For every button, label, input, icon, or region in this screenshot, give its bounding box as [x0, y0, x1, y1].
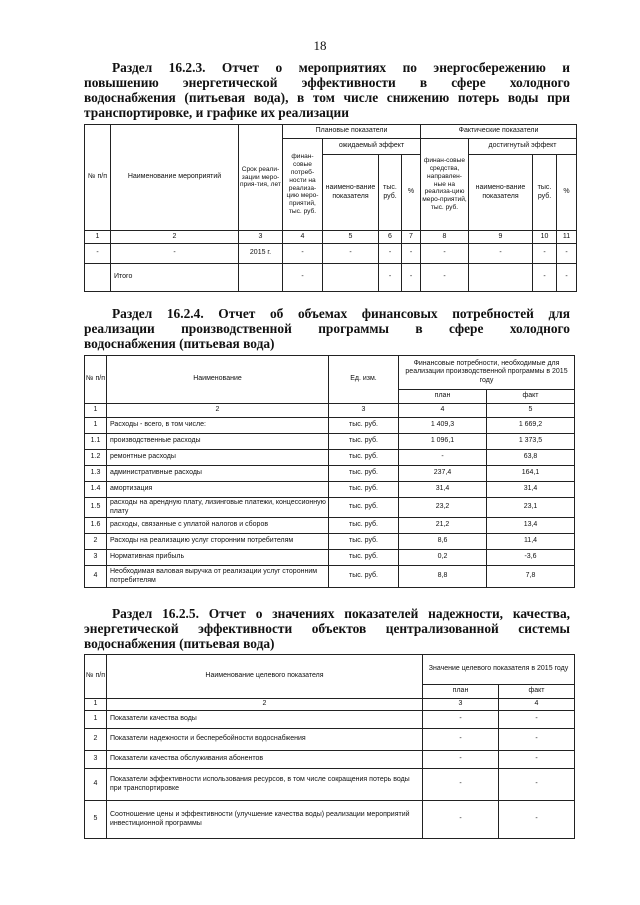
cell: - [499, 801, 575, 839]
header-num: № п/п [85, 356, 107, 404]
header-actual: Фактические показатели [421, 125, 577, 139]
cell: - [423, 751, 499, 769]
cell: тыс. руб. [329, 466, 399, 482]
table-row [85, 498, 575, 518]
header-thous-2: тыс. руб. [533, 155, 557, 231]
header-thous: тыс. руб. [379, 155, 402, 231]
col-number: 3 [423, 699, 499, 711]
col-number: 2 [111, 231, 239, 244]
cell: 31,4 [487, 482, 575, 498]
heading-line: энергетической эффективности объектов централизованной системы [84, 621, 570, 636]
target-indicators-table [84, 654, 575, 839]
cell: - [469, 244, 533, 264]
cell: Показатели качества обслуживания абонентов [107, 751, 423, 769]
col-number: 6 [379, 231, 402, 244]
cell: - [323, 244, 379, 264]
table-row [85, 482, 575, 498]
cell: тыс. руб. [329, 498, 399, 518]
table-row [85, 434, 575, 450]
cell: - [423, 729, 499, 751]
cell: - [499, 711, 575, 729]
cell: - [423, 711, 499, 729]
cell: тыс. руб. [329, 534, 399, 550]
heading-line: Раздел 16.2.4. Отчет об объемах финансовых потребностей для [112, 306, 570, 321]
table-row [85, 550, 575, 566]
cell: Показатели надежности и бесперебойности водоснабжения [107, 729, 423, 751]
heading-line: водоснабжения (питьевая вода), в том числе снижению потерь воды при [84, 90, 570, 105]
cell: - [421, 244, 469, 264]
cell: 2 [85, 729, 107, 751]
heading-line: реализации производственной программы в сфере холодного [84, 321, 570, 336]
header-term: Срок реали-зации меро-прия-тия, лет [239, 125, 283, 231]
header-fin-actual: финан-совые средства, направлен-ные на реализа-цию меро-приятий, тыс. руб. [421, 139, 469, 231]
col-number: 5 [323, 231, 379, 244]
cell: Нормативная прибыль [107, 550, 329, 566]
col-number: 4 [499, 699, 575, 711]
header-eff-name: наимено-вание показателя [323, 155, 379, 231]
table-row [85, 466, 575, 482]
header-plan: план [423, 685, 499, 699]
cell: - [533, 244, 557, 264]
measures-report-table [84, 124, 577, 292]
cell: 3 [85, 550, 107, 566]
table-row [85, 751, 575, 769]
header-name: Наименование [107, 356, 329, 404]
heading-line: водоснабжения (питьевая вода) [84, 336, 275, 351]
cell: расходы на арендную плату, лизинговые платежи, концессионную плату [107, 498, 329, 518]
cell [239, 264, 283, 292]
cell: - [557, 244, 577, 264]
cell: - [283, 244, 323, 264]
table-row [85, 518, 575, 534]
cell: 2015 г. [239, 244, 283, 264]
col-number: 9 [469, 231, 533, 244]
cell: - [499, 751, 575, 769]
cell: - [423, 769, 499, 801]
total-label: Итого [111, 264, 239, 292]
cell: 1.4 [85, 482, 107, 498]
table-row [85, 711, 575, 729]
col-number: 5 [487, 404, 575, 418]
cell [469, 264, 533, 292]
cell: - [557, 264, 577, 292]
cell: Соотношение цены и эффективности (улучшение качества воды) реализации мероприятий инвестиционной программы [107, 801, 423, 839]
cell: - [499, 769, 575, 801]
cell: 1.2 [85, 450, 107, 466]
table-row [85, 729, 575, 751]
header-unit: Ед. изм. [329, 356, 399, 404]
col-number: 1 [85, 231, 111, 244]
cell: 7,8 [487, 566, 575, 588]
table-row [85, 566, 575, 588]
cell: Необходимая валовая выручка от реализации услуг сторонним потребителям [107, 566, 329, 588]
header-num: № п/п [85, 125, 111, 231]
cell: расходы, связанные с уплатой налогов и сборов [107, 518, 329, 534]
col-number: 3 [239, 231, 283, 244]
cell: Показатели эффективности использования ресурсов, в том числе сокращения потерь воды при транспортировке [107, 769, 423, 801]
header-fact: факт [499, 685, 575, 699]
cell: 0,2 [399, 550, 487, 566]
cell: производственные расходы [107, 434, 329, 450]
cell: 5 [85, 801, 107, 839]
cell [85, 264, 111, 292]
cell: - [421, 264, 469, 292]
cell: 13,4 [487, 518, 575, 534]
cell: - [85, 244, 111, 264]
heading-line: повышению энергетической эффективности в сфере холодного [84, 75, 570, 90]
cell: тыс. руб. [329, 418, 399, 434]
cell: тыс. руб. [329, 566, 399, 588]
cell: Показатели качества воды [107, 711, 423, 729]
cell: 31,4 [399, 482, 487, 498]
cell: 1 096,1 [399, 434, 487, 450]
cell: - [379, 264, 402, 292]
cell: 1 669,2 [487, 418, 575, 434]
cell: 2 [85, 534, 107, 550]
cell: тыс. руб. [329, 518, 399, 534]
cell: 164,1 [487, 466, 575, 482]
col-number: 3 [329, 404, 399, 418]
cell: 237,4 [399, 466, 487, 482]
cell: 1 [85, 418, 107, 434]
cell: Расходы - всего, в том числе: [107, 418, 329, 434]
col-number: 10 [533, 231, 557, 244]
header-expected-effect: ожидаемый эффект [323, 139, 421, 155]
section-16-2-3-heading [84, 60, 570, 120]
header-plan: план [399, 390, 487, 404]
cell: 3 [85, 751, 107, 769]
header-fin-plan: финан-совые потреб-ности на реализа-цию меро-приятий, тыс. руб. [283, 139, 323, 231]
cell: - [283, 264, 323, 292]
table-row [85, 418, 575, 434]
section-16-2-4-heading [84, 306, 570, 351]
page-number: 18 [313, 38, 327, 53]
cell: - [533, 264, 557, 292]
cell: 1 409,3 [399, 418, 487, 434]
col-number: 11 [557, 231, 577, 244]
cell: тыс. руб. [329, 482, 399, 498]
cell: - [423, 801, 499, 839]
column-number-row [85, 231, 577, 244]
header-planned: Плановые показатели [283, 125, 421, 139]
col-number: 7 [402, 231, 421, 244]
header-pct: % [402, 155, 421, 231]
table-row [85, 534, 575, 550]
column-number-row [85, 699, 575, 711]
header-pct-2: % [557, 155, 577, 231]
header-name: Наименование мероприятий [111, 125, 239, 231]
header-achieved-effect: достигнутый эффект [469, 139, 577, 155]
cell: 21,2 [399, 518, 487, 534]
cell: - [499, 729, 575, 751]
header-fact: факт [487, 390, 575, 404]
cell: 11,4 [487, 534, 575, 550]
header-eff-name-2: наимено-вание показателя [469, 155, 533, 231]
column-number-row [85, 404, 575, 418]
col-number: 8 [421, 231, 469, 244]
cell [323, 264, 379, 292]
cell: 1.5 [85, 498, 107, 518]
cell: 1.6 [85, 518, 107, 534]
header-num: № п/п [85, 655, 107, 699]
header-fin-needs: Финансовые потребности, необходимые для реализации производственной программы в 2015 году [399, 356, 575, 390]
section-16-2-5-heading [84, 606, 570, 651]
col-number: 1 [85, 699, 107, 711]
table-row [85, 801, 575, 839]
cell: 8,6 [399, 534, 487, 550]
cell: 1 373,5 [487, 434, 575, 450]
cell: - [379, 244, 402, 264]
cell: 1.3 [85, 466, 107, 482]
header-name: Наименование целевого показателя [107, 655, 423, 699]
cell: тыс. руб. [329, 434, 399, 450]
total-row [85, 264, 577, 292]
cell: 4 [85, 769, 107, 801]
cell: 63,8 [487, 450, 575, 466]
heading-line: транспортировке, и графике их реализации [84, 105, 349, 120]
cell: - [402, 264, 421, 292]
heading-line: водоснабжения (питьевая вода) [84, 636, 275, 651]
cell: ремонтные расходы [107, 450, 329, 466]
cell: тыс. руб. [329, 550, 399, 566]
cell: - [111, 244, 239, 264]
cell: тыс. руб. [329, 450, 399, 466]
table-row [85, 769, 575, 801]
col-number: 2 [107, 404, 329, 418]
col-number: 1 [85, 404, 107, 418]
heading-line: Раздел 16.2.5. Отчет о значениях показателей надежности, качества, [112, 606, 570, 621]
financial-needs-table [84, 355, 575, 588]
col-number: 2 [107, 699, 423, 711]
cell: амортизация [107, 482, 329, 498]
heading-line: Раздел 16.2.3. Отчет о мероприятиях по энергосбережению и [112, 60, 570, 75]
cell: Расходы на реализацию услуг сторонним потребителям [107, 534, 329, 550]
table-row [85, 450, 575, 466]
cell: - [402, 244, 421, 264]
cell: административные расходы [107, 466, 329, 482]
cell: 23,2 [399, 498, 487, 518]
cell: 8,8 [399, 566, 487, 588]
cell: 23,1 [487, 498, 575, 518]
cell: 1.1 [85, 434, 107, 450]
col-number: 4 [399, 404, 487, 418]
cell: - [399, 450, 487, 466]
cell: 1 [85, 711, 107, 729]
header-value: Значение целевого показателя в 2015 году [423, 655, 575, 685]
cell: -3,6 [487, 550, 575, 566]
cell: 4 [85, 566, 107, 588]
col-number: 4 [283, 231, 323, 244]
table-row [85, 244, 577, 264]
